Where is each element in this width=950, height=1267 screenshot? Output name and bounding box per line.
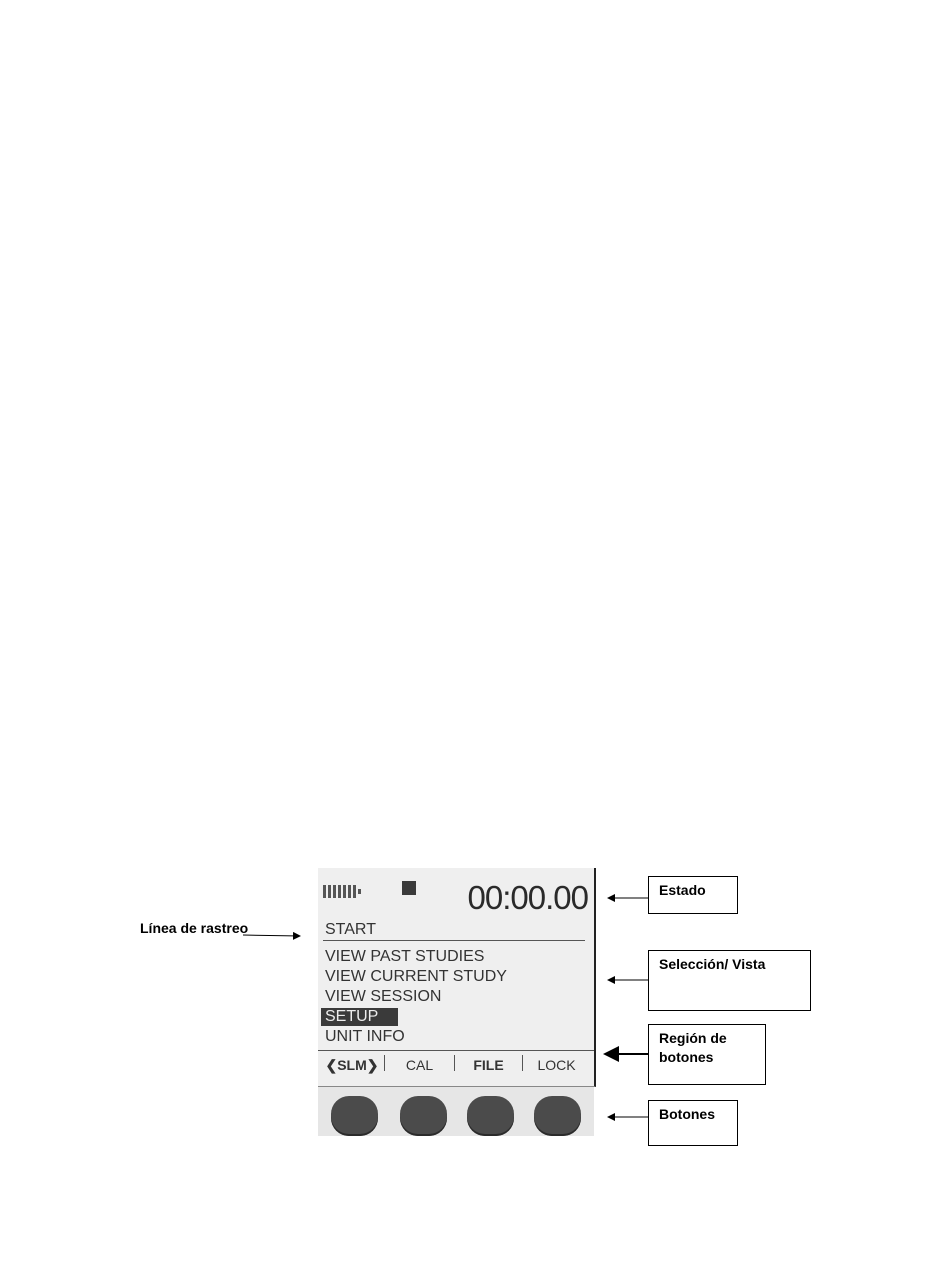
label-tracking-line: Línea de rastreo [140,920,249,936]
tracking-line: START [325,921,376,938]
menu-item-unit-info[interactable]: UNIT INFO [325,1028,405,1045]
softkey-slm-label: SLM [337,1057,367,1073]
label-selection-view: Selección/ Vista [648,950,811,1011]
label-button-region: Región de botones [648,1024,766,1085]
chevron-right-icon: ❯ [366,1057,379,1073]
menu-item-view-past-studies[interactable]: VIEW PAST STUDIES [325,948,485,965]
arrow-tracking-line [243,935,300,936]
softkey-lock[interactable]: LOCK [537,1057,576,1073]
label-status: Estado [648,876,738,914]
menu-item-view-current-study[interactable]: VIEW CURRENT STUDY [325,968,507,985]
menu-item-setup[interactable]: SETUP [321,1008,398,1026]
chevron-left-icon: ❮ [325,1057,338,1073]
softkey-file[interactable]: FILE [473,1057,504,1073]
softkey-cal[interactable]: CAL [405,1057,434,1073]
elapsed-timer: 00:00.00 [467,879,588,916]
menu-item-view-session[interactable]: VIEW SESSION [325,988,442,1005]
label-buttons: Botones [648,1100,738,1146]
